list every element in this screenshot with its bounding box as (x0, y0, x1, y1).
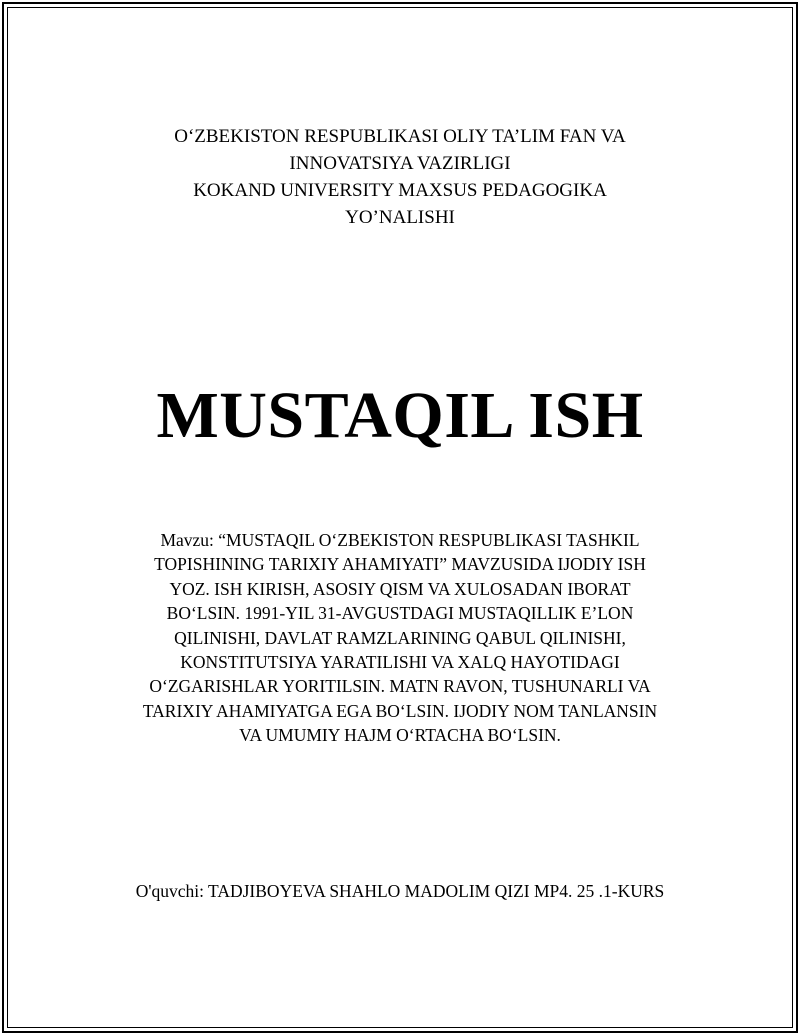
topic-line: VA UMUMIY HAJM O‘RTACHA BO‘LSIN. (239, 725, 561, 746)
topic-paragraph (110, 528, 690, 748)
topic-line: O‘ZGARISHLAR YORITILSIN. MATN RAVON, TUSHUNARLI VA (149, 676, 651, 697)
document-title: MUSTAQIL ISH (156, 379, 644, 452)
header-line: YO’NALISHI (345, 207, 455, 228)
topic-line: QILINISHI, DAVLAT RAMZLARINING QABUL QILINISHI, (174, 627, 626, 648)
topic-line: TOPISHINING TARIXIY AHAMIYATI” MAVZUSIDA IJODIY ISH (154, 554, 646, 575)
topic-line: TARIXIY AHAMIYATGA EGA BO‘LSIN. IJODIY NOM TANLANSIN (142, 700, 658, 721)
header-line: O‘ZBEKISTON RESPUBLIKASI OLIY TA’LIM FAN VA (174, 126, 626, 147)
topic-line: BO‘LSIN. 1991-YIL 31-AVGUSTDAGI MUSTAQILLIK E’LON (166, 603, 634, 624)
topic-line: YOZ. ISH KIRISH, ASOSIY QISM VA XULOSADAN IBORAT (169, 578, 631, 599)
header-line: INNOVATSIYA VAZIRLIGI (289, 153, 511, 174)
student-info: O'quvchi: TADJIBOYEVA SHAHLO MADOLIM QIZI MP4. 25 .1-KURS (135, 881, 665, 901)
topic-line: Mavzu: “MUSTAQIL O‘ZBEKISTON RESPUBLIKASI TASHKIL (160, 530, 640, 550)
institution-header (60, 123, 740, 231)
topic-line: KONSTITUTSIYA YARATILISHI VA XALQ HAYOTIDAGI (180, 652, 620, 673)
header-line: KOKAND UNIVERSITY MAXSUS PEDAGOGIKA (193, 180, 607, 201)
